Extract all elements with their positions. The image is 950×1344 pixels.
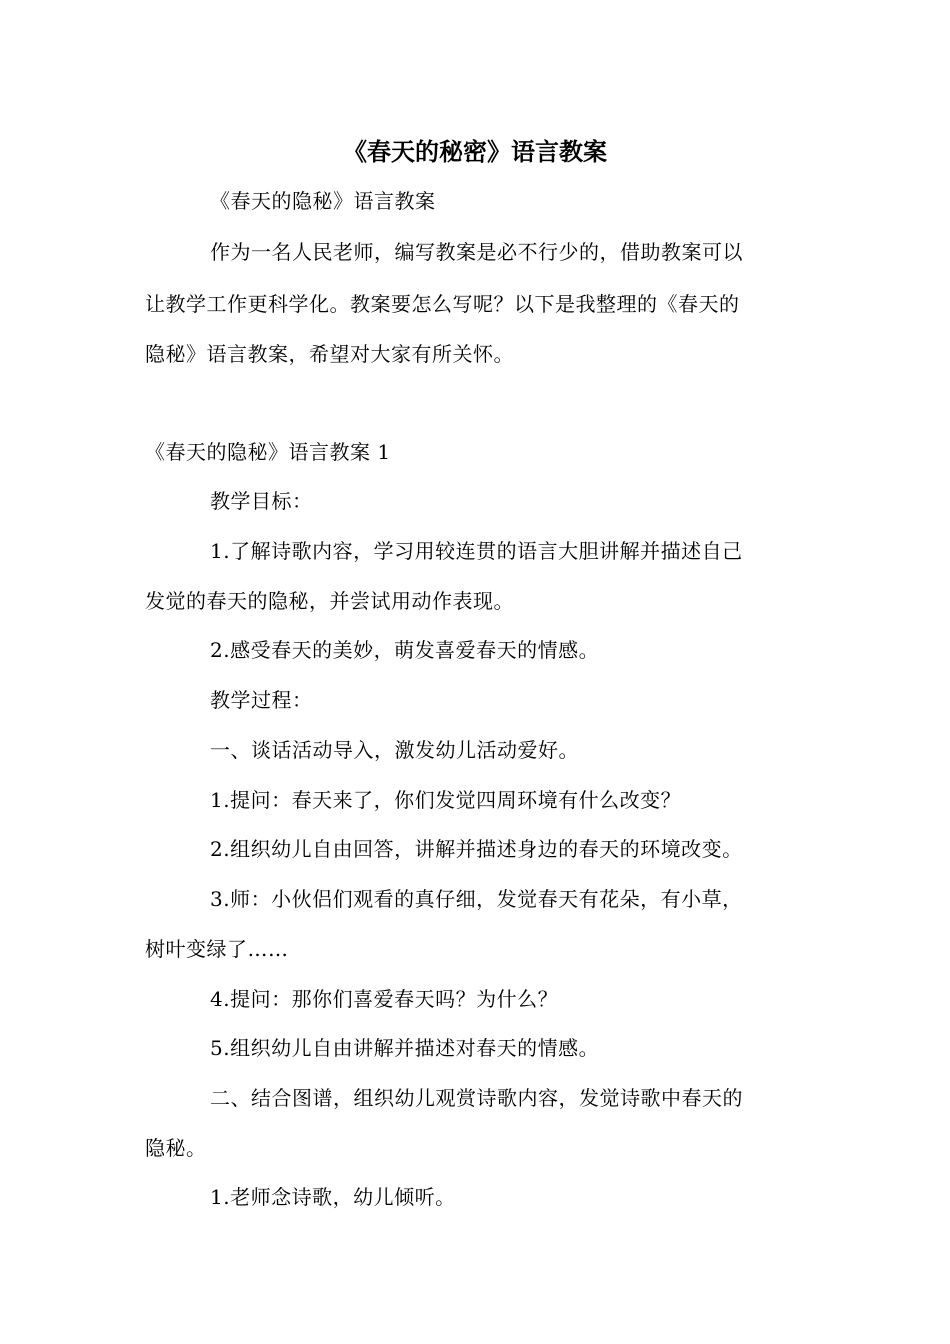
step-one-heading: 一、谈话活动导入，激发幼儿活动爱好。 xyxy=(210,738,579,762)
step-one-item-4: 4.提问：那你们喜爱春天吗？为什么？ xyxy=(210,987,559,1011)
process-heading: 教学过程： xyxy=(210,688,313,712)
step-two-item-1: 1.老师念诗歌，幼儿倾听。 xyxy=(210,1185,456,1209)
step-one-item-3-line-1: 3.师：小伙侣们观看的真仔细，发觉春天有花朵，有小草， xyxy=(210,887,743,911)
step-one-item-3-line-2: 树叶变绿了…… xyxy=(145,937,289,961)
goal-1-line-2: 发觉的春天的隐秘，并尝试用动作表现。 xyxy=(145,589,514,613)
step-two-heading-line-1: 二、结合图谱，组织幼儿观赏诗歌内容，发觉诗歌中春天的 xyxy=(210,1086,743,1110)
intro-line-1: 作为一名人民老师，编写教案是必不行少的，借助教案可以 xyxy=(210,240,743,264)
document-title: 《春天的秘密》语言教案 xyxy=(343,137,607,166)
goals-heading: 教学目标： xyxy=(210,489,313,513)
goal-2: 2.感受春天的美妙，萌发喜爱春天的情感。 xyxy=(210,638,600,662)
intro-line-2: 让教学工作更科学化。教案要怎么写呢？以下是我整理的《春天的 xyxy=(145,292,740,316)
step-two-heading-line-2: 隐秘。 xyxy=(145,1136,207,1160)
document-subtitle: 《春天的隐秘》语言教案 xyxy=(210,189,436,213)
step-one-item-2: 2.组织幼儿自由回答，讲解并描述身边的春天的环境改变。 xyxy=(210,837,743,861)
section-heading: 《春天的隐秘》语言教案 1 xyxy=(145,440,391,464)
step-one-item-5: 5.组织幼儿自由讲解并描述对春天的情感。 xyxy=(210,1036,600,1060)
goal-1-line-1: 1.了解诗歌内容，学习用较连贯的语言大胆讲解并描述自己 xyxy=(210,539,743,563)
step-one-item-1: 1.提问：春天来了，你们发觉四周环境有什么改变？ xyxy=(210,788,682,812)
intro-line-3: 隐秘》语言教案，希望对大家有所关怀。 xyxy=(145,342,514,366)
